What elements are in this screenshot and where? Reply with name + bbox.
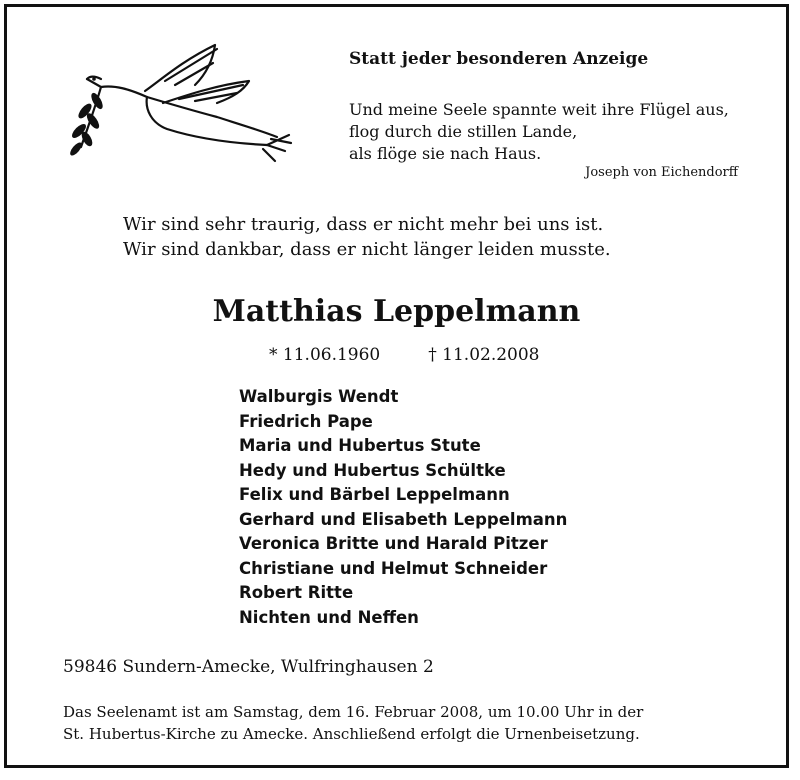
- mourner: Friedrich Pape: [239, 411, 373, 431]
- mourner: Robert Ritte: [239, 583, 354, 602]
- intro-line: Wir sind dankbar, dass er nicht länger leiden musste.: [123, 239, 611, 260]
- mourner: Hedy und Hubertus Schültke: [239, 460, 506, 480]
- intro-text: [123, 212, 611, 262]
- poem-line: flog durch die stillen Lande,: [349, 122, 578, 141]
- mourner: Christiane und Helmut Schneider: [239, 558, 548, 578]
- mourner: Felix und Bärbel Leppelmann: [239, 485, 510, 504]
- poem-line: als flöge sie nach Haus.: [349, 144, 542, 163]
- service-line: Das Seelenamt ist am Samstag, dem 16. Februar 2008, um 10.00 Uhr in der: [63, 703, 644, 721]
- mourner: Maria und Hubertus Stute: [239, 436, 481, 455]
- service-info: [63, 701, 643, 745]
- life-dates: [269, 345, 540, 365]
- family-address: 59846 Sundern-Amecke, Wulfringhausen 2: [63, 657, 434, 677]
- obituary-notice: [4, 4, 789, 768]
- intro-line: Wir sind sehr traurig, dass er nicht mehr bei uns ist.: [123, 214, 604, 235]
- poem-author: Joseph von Eichendorff: [585, 165, 738, 180]
- mourner: Gerhard und Elisabeth Leppelmann: [239, 509, 568, 529]
- deceased-name: Matthias Leppelmann: [212, 294, 581, 329]
- mourner: Veronica Britte und Harald Pitzer: [239, 534, 548, 553]
- poem: [349, 99, 729, 165]
- mourner: Nichten und Neffen: [239, 607, 419, 627]
- poem-line: Und meine Seele spannte weit ihre Flügel aus,: [349, 100, 729, 119]
- notice-heading: Statt jeder besonderen Anzeige: [349, 49, 649, 69]
- mourners-list: [239, 385, 567, 630]
- birth-date: * 11.06.1960: [269, 345, 381, 365]
- death-date: † 11.02.2008: [428, 345, 540, 365]
- mourner: Walburgis Wendt: [239, 387, 399, 406]
- dove-with-olive-branch-icon: [67, 39, 297, 169]
- service-line: St. Hubertus-Kirche zu Amecke. Anschließend erfolgt die Urnenbeisetzung.: [63, 725, 640, 743]
